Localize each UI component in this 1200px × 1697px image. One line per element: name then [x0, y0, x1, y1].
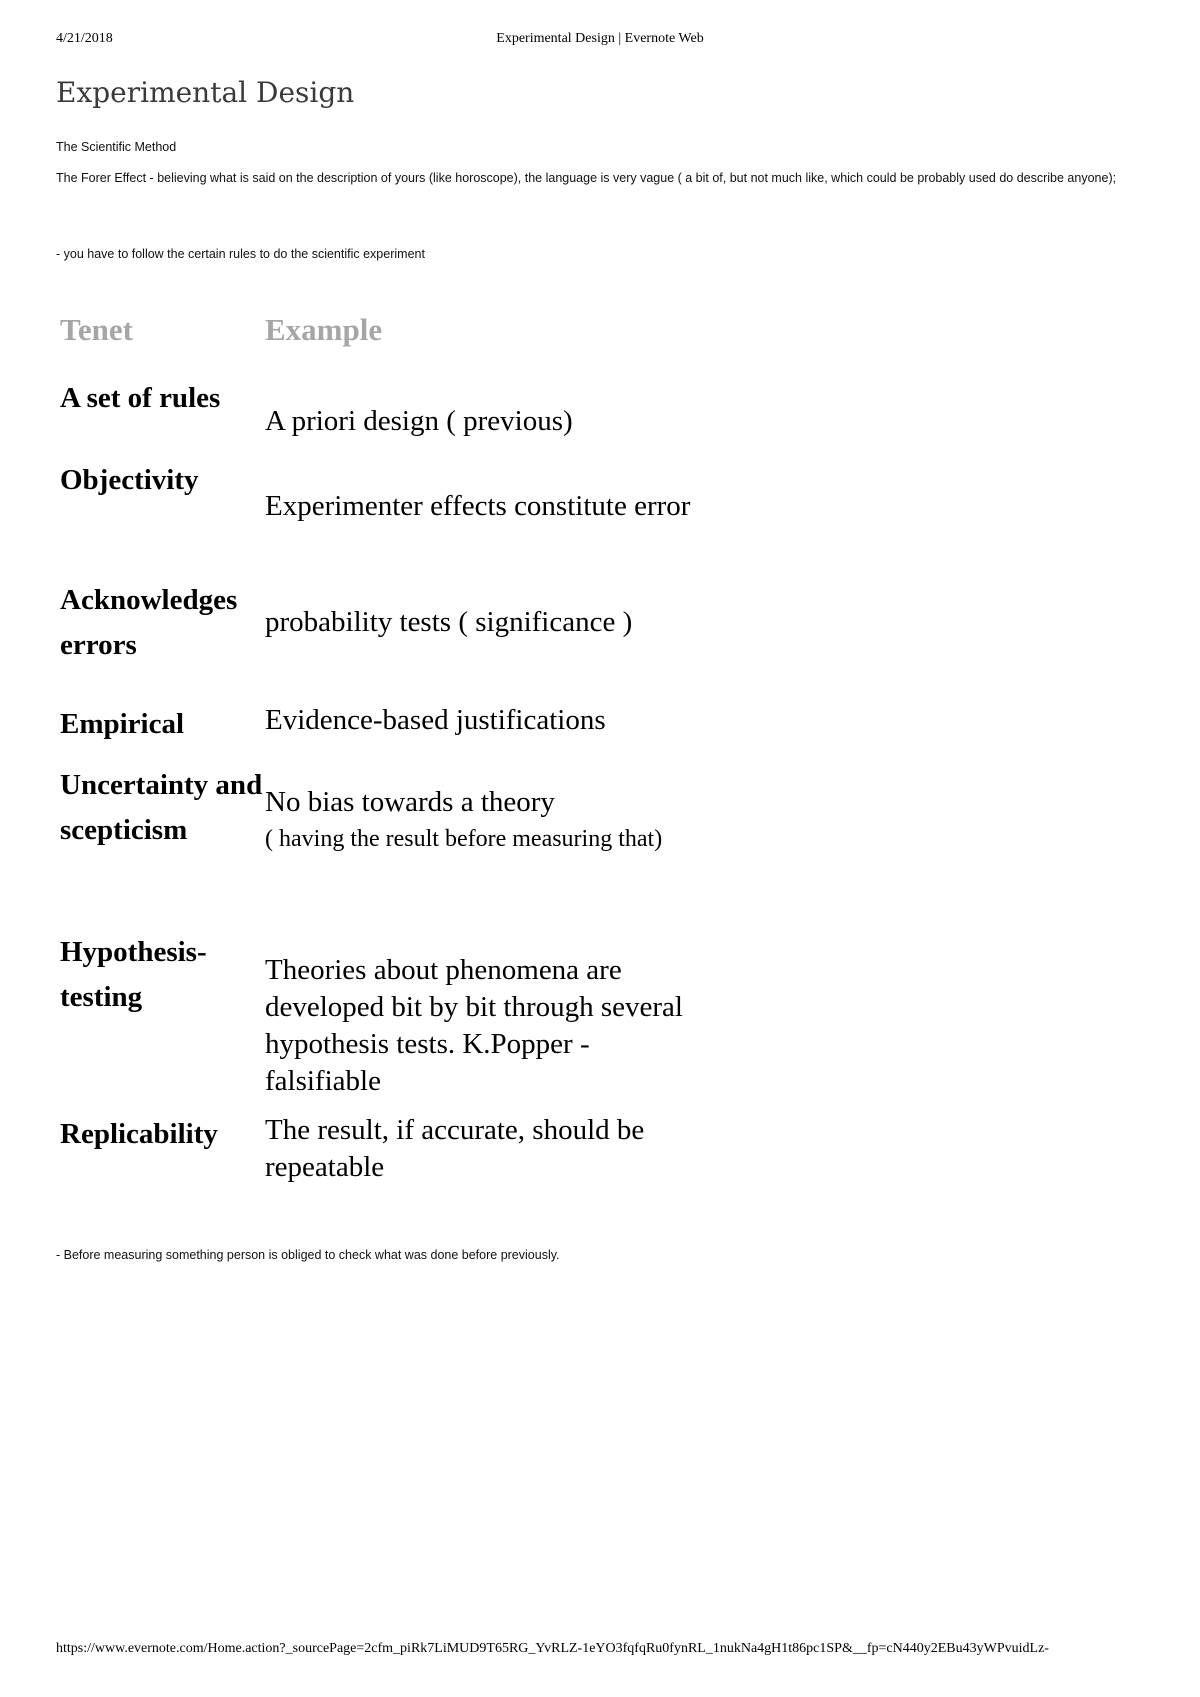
tenet-cell: Acknowledges errors [60, 584, 238, 661]
example-cell: Theories about phenomena are developed bit by bit through several hypothesis tests. K.Popper - falsifiable [265, 954, 683, 1097]
tenet-cell: Replicability [60, 1118, 218, 1150]
tenet-cell: A set of rules [60, 382, 221, 414]
example-note: ( having the result before measuring that) [265, 826, 663, 852]
example-cell: probability tests ( significance ) [265, 606, 633, 638]
print-url: https://www.evernote.com/Home.action?_sourcePage=2cfm_piRk7LiMUD9T65RG_YvRLZ-1eYO3fqfqRu0fynRL_1nukNa4gH1t86pc1SP&__fp=cN440y2EBu43yWPvuidLz- [56, 1641, 1049, 1656]
tenet-cell: Uncertainty and scepticism [60, 769, 263, 846]
table-header-example: Example [265, 312, 383, 347]
forer-paragraph: The Forer Effect - believing what is said on the description of yours (like horoscope), the language is very vague ( a bit of, but not much like, which could be probably used do describe anyone); [56, 171, 1117, 185]
table-header-tenet: Tenet [60, 312, 133, 347]
example-text: No bias towards a theory [265, 786, 555, 818]
example-cell [265, 784, 695, 858]
example-cell: Evidence-based justifications [265, 704, 606, 736]
example-cell: Experimenter effects constitute error [265, 490, 691, 522]
example-cell: A priori design ( previous) [265, 405, 573, 437]
print-date: 4/21/2018 [56, 31, 113, 46]
footnote: - Before measuring something person is obliged to check what was done before previously. [56, 1248, 560, 1262]
rules-note: - you have to follow the certain rules to do the scientific experiment [56, 247, 425, 261]
tenet-cell: Empirical [60, 708, 185, 740]
tenet-cell: Hypothesis-testing [60, 936, 207, 1013]
tenet-cell: Objectivity [60, 464, 199, 496]
print-window-title: Experimental Design | Evernote Web [496, 31, 704, 46]
note-title: Experimental Design [56, 76, 355, 109]
example-cell: The result, if accurate, should be repeatable [265, 1114, 645, 1183]
note-subheading: The Scientific Method [56, 140, 177, 154]
